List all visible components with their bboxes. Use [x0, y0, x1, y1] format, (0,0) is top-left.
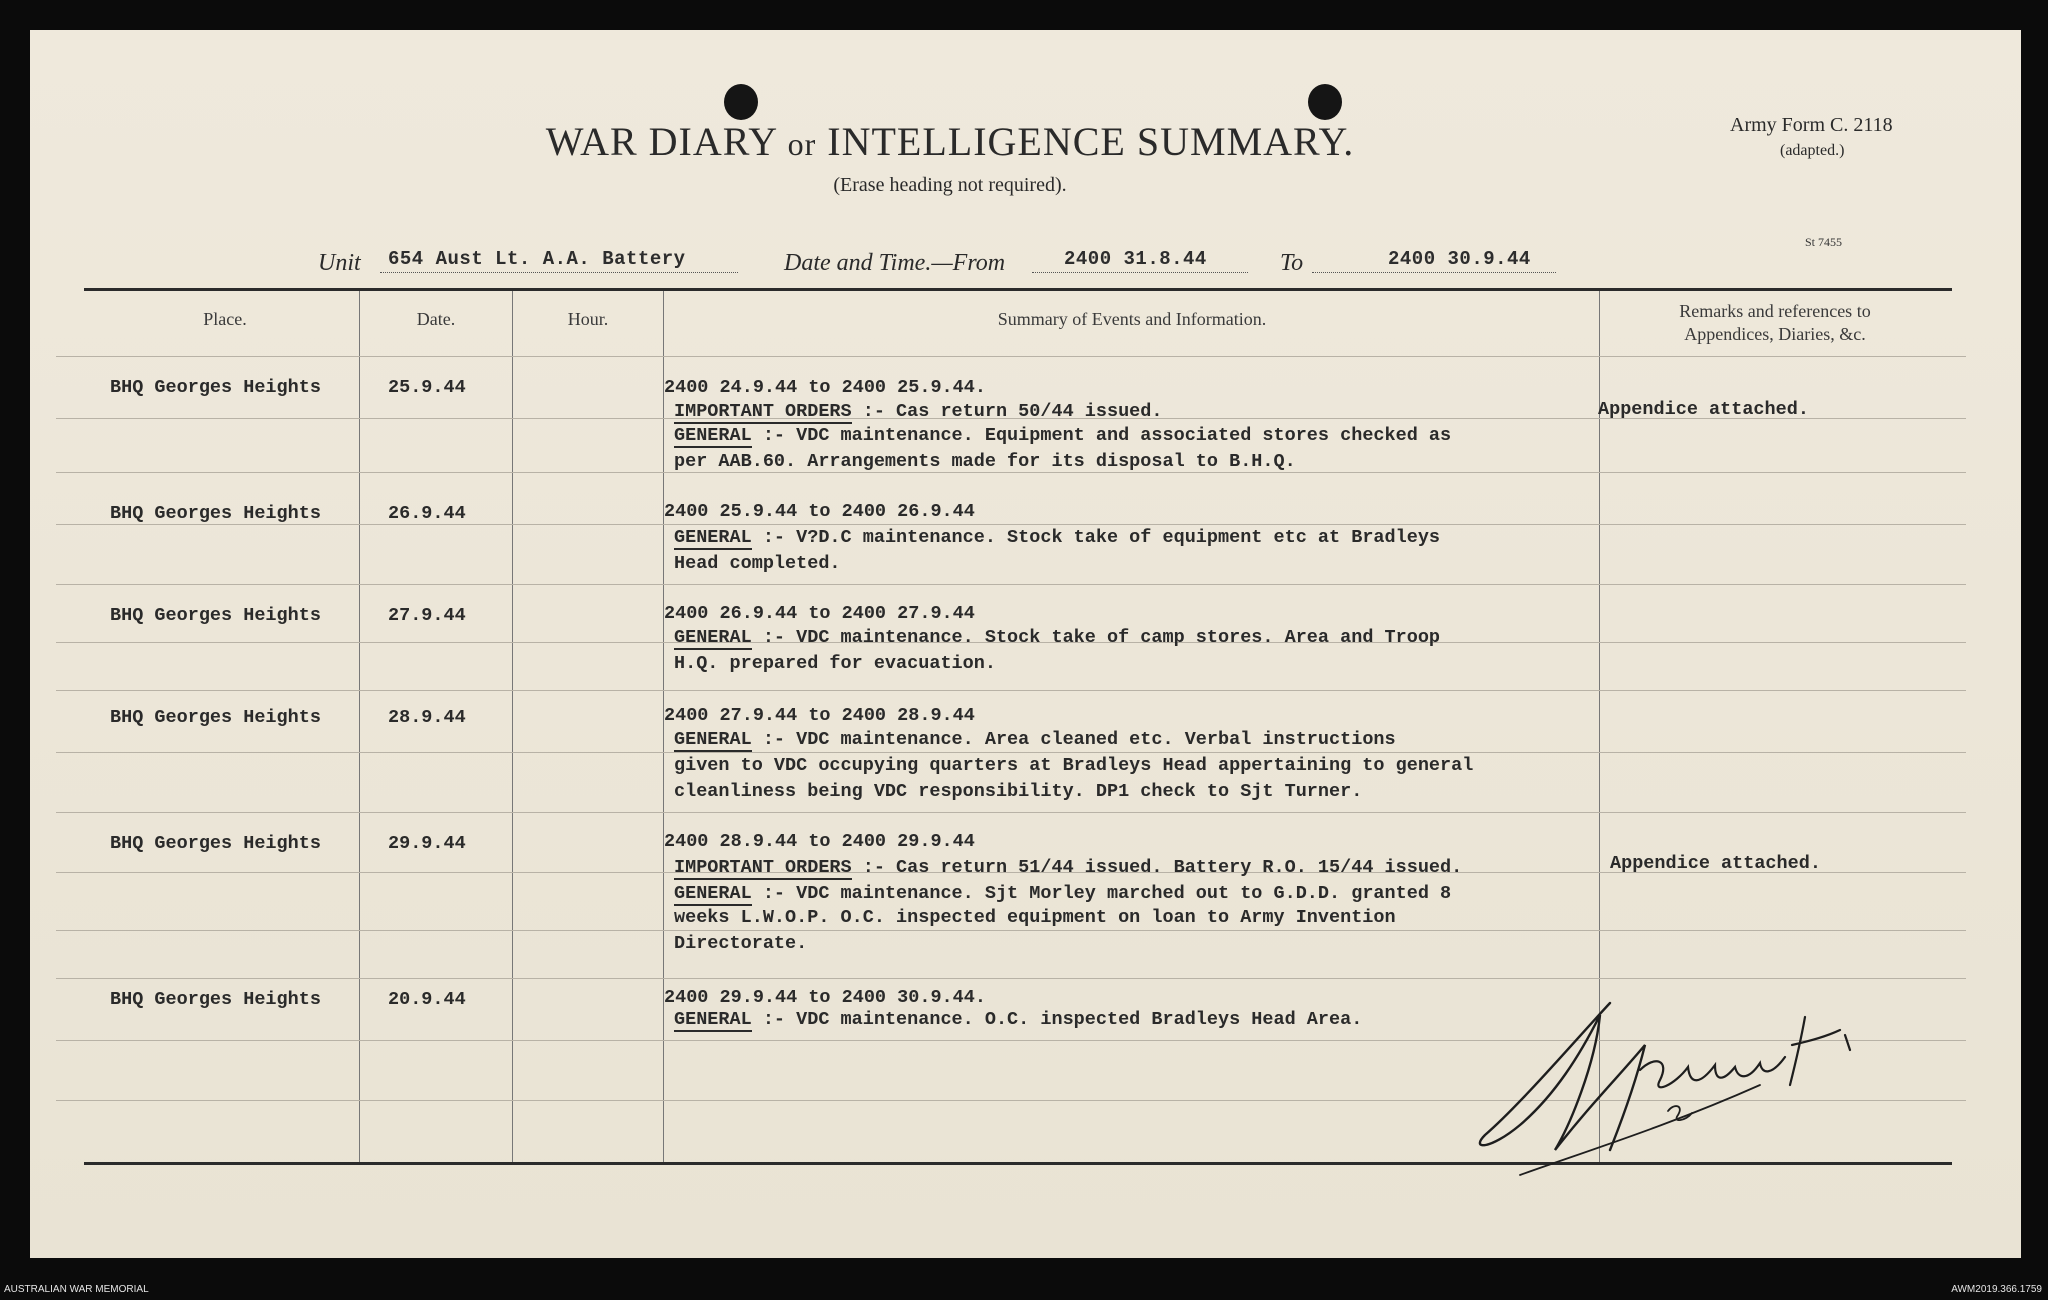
form-subtitle: (Erase heading not required).: [833, 174, 1067, 196]
to-dotted-line: [1312, 272, 1556, 273]
entry-place: BHQ Georges Heights: [110, 707, 321, 728]
ruled-line: [56, 356, 1966, 357]
unit-label: Unit: [318, 250, 361, 276]
unit-value: 654 Aust Lt. A.A. Battery: [388, 248, 686, 270]
entry-line: GENERAL :- VDC maintenance. Area cleaned etc. Verbal instructions: [674, 729, 1396, 750]
entry-line: GENERAL :- VDC maintenance. O.C. inspected Bradleys Head Area.: [674, 1009, 1363, 1030]
entry-tag: GENERAL: [674, 729, 752, 750]
table-top-rule: [84, 288, 1952, 291]
footer-left: AUSTRALIAN WAR MEMORIAL: [4, 1284, 149, 1295]
entry-date: 28.9.44: [388, 707, 466, 728]
entry-line: GENERAL :- VDC maintenance. Equipment and associated stores checked as: [674, 425, 1452, 446]
entry-place: BHQ Georges Heights: [110, 605, 321, 626]
entry-date: 25.9.44: [388, 377, 466, 398]
punch-hole-right: [1308, 84, 1342, 120]
entry-tag: GENERAL: [674, 425, 752, 446]
column-header-date: Date.: [416, 309, 456, 329]
entry-place: BHQ Georges Heights: [110, 989, 321, 1010]
entry-line: cleanliness being VDC responsibility. DP1 check to Sjt Turner.: [674, 781, 1363, 802]
entry-period: 2400 26.9.44 to 2400 27.9.44: [664, 603, 975, 624]
entry-line: given to VDC occupying quarters at Bradleys Head appertaining to general: [674, 755, 1474, 776]
entry-remark: Appendice attached.: [1598, 399, 1809, 420]
entry-line: H.Q. prepared for evacuation.: [674, 653, 996, 674]
entry-tag: GENERAL: [674, 527, 752, 548]
entry-line: IMPORTANT ORDERS :- Cas return 50/44 issued.: [674, 401, 1163, 422]
column-header-place: Place.: [203, 309, 247, 329]
stationery-code: St 7455: [1805, 235, 1843, 249]
ruled-line: [56, 930, 1966, 931]
column-divider-date: [512, 291, 513, 1162]
ruled-line: [56, 812, 1966, 813]
column-header-hour: Hour.: [567, 309, 609, 329]
unit-dotted-line: [380, 272, 738, 273]
entry-tag: IMPORTANT ORDERS: [674, 857, 852, 878]
to-label: To: [1280, 250, 1304, 276]
form-title: WAR DIARY or INTELLIGENCE SUMMARY.: [545, 119, 1355, 164]
entry-date: 26.9.44: [388, 503, 466, 524]
ruled-line: [56, 584, 1966, 585]
column-header-remarks: Remarks and references to Appendices, Diaries, &c.: [1679, 301, 1871, 344]
entry-date: 20.9.44: [388, 989, 466, 1010]
signature-text: Warham Lt.: [1460, 975, 1465, 976]
from-value: 2400 31.8.44: [1064, 248, 1207, 270]
entry-place: BHQ Georges Heights: [110, 377, 321, 398]
entry-tag: GENERAL: [674, 883, 752, 904]
entry-tag: IMPORTANT ORDERS: [674, 401, 852, 422]
entry-period: 2400 29.9.44 to 2400 30.9.44.: [664, 987, 986, 1008]
form-adapted-note: (adapted.): [1780, 142, 1845, 159]
footer-right: AWM2019.366.1759: [1951, 1284, 2042, 1295]
entry-period: 2400 25.9.44 to 2400 26.9.44: [664, 501, 975, 522]
entry-place: BHQ Georges Heights: [110, 503, 321, 524]
entry-period: 2400 28.9.44 to 2400 29.9.44: [664, 831, 975, 852]
punch-hole-left: [724, 84, 758, 120]
entry-tag: GENERAL: [674, 1009, 752, 1030]
from-dotted-line: [1032, 272, 1248, 273]
entry-tag: GENERAL: [674, 627, 752, 648]
entry-line: Head completed.: [674, 553, 841, 574]
entry-date: 27.9.44: [388, 605, 466, 626]
signature: [1460, 975, 1880, 1195]
entry-line: weeks L.W.O.P. O.C. inspected equipment on loan to Army Invention: [674, 907, 1396, 928]
entry-line: per AAB.60. Arrangements made for its disposal to B.H.Q.: [674, 451, 1296, 472]
entry-period: 2400 24.9.44 to 2400 25.9.44.: [664, 377, 986, 398]
ruled-line: [56, 690, 1966, 691]
ruled-line: [56, 524, 1966, 525]
column-divider-place: [359, 291, 360, 1162]
entry-place: BHQ Georges Heights: [110, 833, 321, 854]
to-value: 2400 30.9.44: [1388, 248, 1531, 270]
ruled-line: [56, 752, 1966, 753]
entry-date: 29.9.44: [388, 833, 466, 854]
entry-remark: Appendice attached.: [1610, 853, 1821, 874]
entry-line: Directorate.: [674, 933, 808, 954]
entry-line: IMPORTANT ORDERS :- Cas return 51/44 issued. Battery R.O. 15/44 issued.: [674, 857, 1463, 878]
entry-period: 2400 27.9.44 to 2400 28.9.44: [664, 705, 975, 726]
form-number: Army Form C. 2118: [1730, 114, 1893, 136]
entry-line: GENERAL :- VDC maintenance. Stock take of camp stores. Area and Troop: [674, 627, 1441, 648]
column-header-summary: Summary of Events and Information.: [997, 309, 1267, 329]
entry-line: GENERAL :- V?D.C maintenance. Stock take of equipment etc at Bradleys: [674, 527, 1441, 548]
date-time-from-label: Date and Time.—From: [784, 250, 1006, 276]
entry-line: GENERAL :- VDC maintenance. Sjt Morley marched out to G.D.D. granted 8: [674, 883, 1452, 904]
